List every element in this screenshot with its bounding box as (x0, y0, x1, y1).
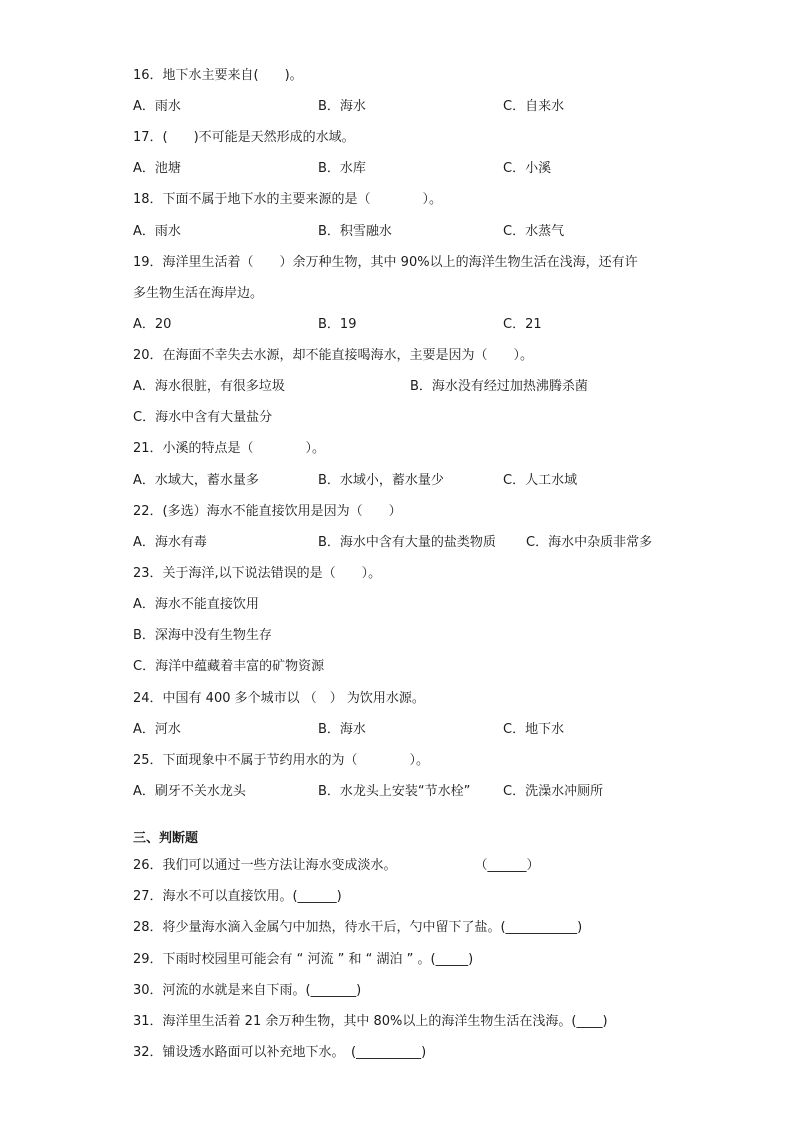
question-22-option-c: C．海水中杂质非常多 (526, 535, 653, 550)
question-20-option-a: A．海水很脏，有很多垃圾 (133, 379, 285, 394)
question-18-option-c: C．水蒸气 (503, 224, 565, 239)
question-24-option-c: C．地下水 (503, 722, 565, 737)
question-21-option-c: C．人工水域 (503, 473, 578, 488)
judgment-29: 29．下雨时校园里可能会有 “ 河流 ” 和 “ 湖泊 ” 。(_____) (133, 952, 474, 967)
question-21-option-a: A．水域大，蓄水量多 (133, 473, 259, 488)
question-20-stem: 20．在海面不幸失去水源，却不能直接喝海水，主要是因为（ ）。 (133, 348, 534, 363)
question-18-option-b: B．积雪融水 (318, 224, 392, 239)
question-19-option-c: C．21 (503, 317, 542, 332)
question-19-stem-continued: 多生物生活在海岸边。 (133, 286, 264, 301)
question-22-option-a: A．海水有毒 (133, 535, 207, 550)
judgment-31: 31．海洋里生活着 21 余万种生物，其中 80%以上的海洋生物生活在浅海。(____) (133, 1014, 608, 1029)
question-19-option-b: B．19 (318, 317, 357, 332)
judgment-28: 28．将少量海水滴入金属勺中加热，待水干后，勺中留下了盐。(___________) (133, 920, 583, 935)
question-16-option-b: B．海水 (318, 99, 366, 114)
section-title-judgment: 三、判断题 (133, 831, 199, 846)
question-23-option-b: B．深海中没有生物生存 (133, 628, 272, 643)
judgment-27: 27．海水不可以直接饮用。(______) (133, 889, 342, 904)
question-16-option-c: C．自来水 (503, 99, 565, 114)
question-19-option-a: A．20 (133, 317, 172, 332)
question-23-option-c: C．海洋中蕴藏着丰富的矿物资源 (133, 659, 325, 674)
question-24-option-a: A．河水 (133, 722, 181, 737)
question-19-stem: 19．海洋里生活着（ ）余万种生物，其中 90%以上的海洋生物生活在浅海，还有许 (133, 255, 638, 270)
question-17-option-c: C．小溪 (503, 161, 552, 176)
question-17-stem: 17．( )不可能是天然形成的水域。 (133, 130, 355, 145)
question-25-stem: 25．下面现象中不属于节约用水的为（ ）。 (133, 753, 430, 768)
judgment-26: 26．我们可以通过一些方法让海水变成淡水。 （______） (133, 858, 540, 873)
question-23-stem: 23．关于海洋,以下说法错误的是（ ）。 (133, 566, 382, 581)
question-24-option-b: B．海水 (318, 722, 366, 737)
question-17-option-a: A．池塘 (133, 161, 181, 176)
question-25-option-a: A．刷牙不关水龙头 (133, 784, 246, 799)
question-22-stem: 22．(多选）海水不能直接饮用是因为（ ） (133, 504, 402, 519)
question-20-option-c: C．海水中含有大量盐分 (133, 410, 273, 425)
judgment-32: 32．铺设透水路面可以补充地下水。 (__________) (133, 1045, 427, 1060)
question-17-option-b: B．水库 (318, 161, 366, 176)
question-20-option-b: B．海水没有经过加热沸腾杀菌 (410, 379, 588, 394)
question-21-option-b: B．水域小，蓄水量少 (318, 473, 444, 488)
judgment-30: 30．河流的水就是来自下雨。(_______) (133, 983, 362, 998)
question-21-stem: 21．小溪的特点是（ ）。 (133, 441, 326, 456)
question-23-option-a: A．海水不能直接饮用 (133, 597, 259, 612)
question-16-option-a: A．雨水 (133, 99, 181, 114)
question-22-option-b: B．海水中含有大量的盐类物质 (318, 535, 496, 550)
question-18-stem: 18．下面不属于地下水的主要来源的是（ ）。 (133, 192, 443, 207)
question-18-option-a: A．雨水 (133, 224, 181, 239)
question-25-option-c: C．洗澡水冲厕所 (503, 784, 604, 799)
question-25-option-b: B．水龙头上安装“节水栓” (318, 784, 471, 799)
question-24-stem: 24．中国有 400 多个城市以 （ ） 为饮用水源。 (133, 691, 425, 706)
question-16-stem: 16．地下水主要来自( )。 (133, 68, 303, 83)
